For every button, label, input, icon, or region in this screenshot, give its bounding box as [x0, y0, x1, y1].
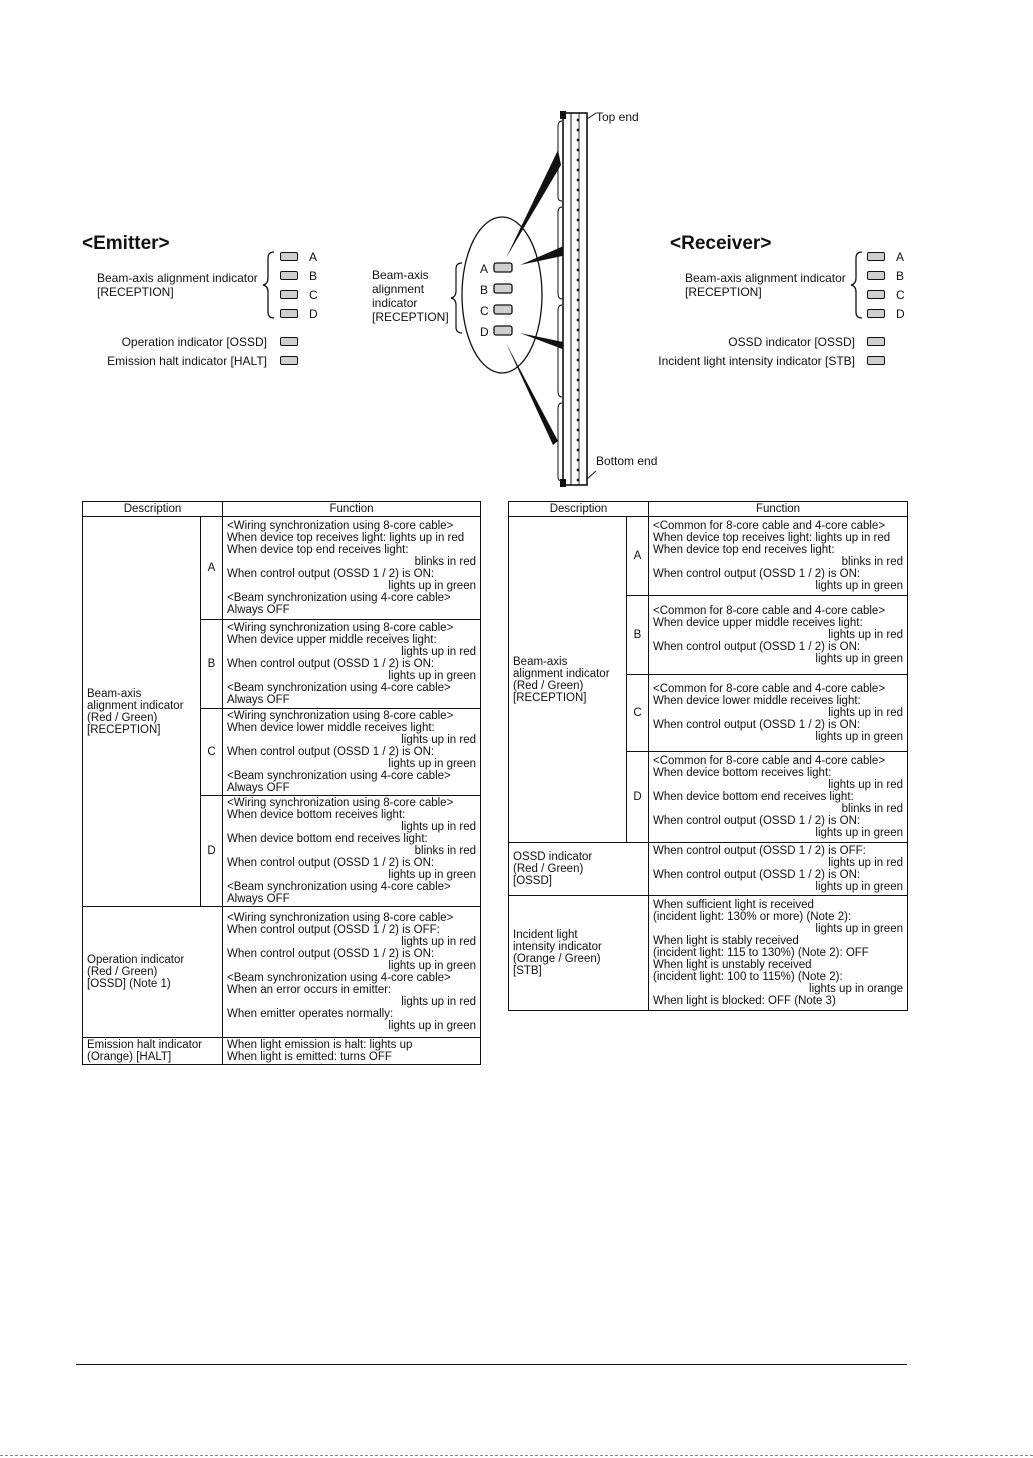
function-line: Always OFF — [227, 893, 290, 905]
function-line: When control output (OSSD 1 / 2) is ON: — [653, 568, 861, 580]
receiver-letter-b: B — [896, 269, 905, 283]
emitter-letter-b: B — [309, 269, 318, 283]
row-letter: C — [627, 675, 649, 752]
device-letter-c: C — [480, 304, 489, 318]
function-line: When device upper middle receives light: — [227, 634, 437, 646]
emitter-halt-label: Emission halt indicator [HALT] — [107, 354, 267, 368]
table-row — [83, 907, 481, 1038]
row-letter: C — [201, 709, 223, 796]
receiver-beam-label: Beam-axis alignment indicator [RECEPTION] — [685, 271, 846, 299]
function-line: lights up in green — [815, 923, 903, 935]
function-cell — [223, 620, 481, 709]
function-line: When emitter operates normally: — [227, 1008, 394, 1020]
function-cell — [223, 709, 481, 796]
function-line: <Beam synchronization using 4-core cable> — [227, 682, 451, 694]
header-description: Description — [83, 502, 223, 517]
receiver-led-c — [867, 290, 885, 299]
emitter-brace-icon — [262, 250, 276, 320]
function-line: <Beam synchronization using 4-core cable> — [227, 592, 451, 604]
receiver-ossd-desc: OSSD indicator (Red / Green) [OSSD] — [509, 843, 649, 896]
table-row — [509, 843, 908, 896]
table-row — [83, 517, 481, 620]
function-line: When light is blocked: OFF (Note 3) — [653, 995, 836, 1007]
row-letter: B — [201, 620, 223, 709]
function-line: When device top receives light: lights up in red — [653, 532, 891, 544]
function-line: When control output (OSSD 1 / 2) is ON: — [227, 857, 435, 869]
row-letter: A — [201, 517, 223, 620]
table-row — [509, 896, 908, 1011]
receiver-led-b — [867, 271, 885, 280]
function-line: lights up in green — [815, 827, 903, 839]
function-cell — [223, 907, 481, 1038]
function-line: <Wiring synchronization using 8-core cable> — [227, 622, 454, 634]
function-line: When device upper middle receives light: — [653, 617, 863, 629]
receiver-letter-d: D — [896, 307, 905, 321]
emitter-operation-label: Operation indicator [OSSD] — [121, 335, 267, 349]
function-line: <Wiring synchronization using 8-core cable> — [227, 912, 454, 924]
receiver-ossd-label: OSSD indicator [OSSD] — [728, 335, 855, 349]
receiver-stb-desc: Incident light intensity indicator (Orange / Green) [STB] — [509, 896, 649, 1011]
row-letter: D — [201, 796, 223, 907]
function-line: When control output (OSSD 1 / 2) is ON: — [653, 719, 861, 731]
function-line: lights up in red — [401, 996, 476, 1008]
function-cell — [649, 596, 908, 675]
receiver-led-a — [867, 252, 885, 261]
function-line: (incident light: 100 to 115%) (Note 2): — [653, 971, 843, 983]
receiver-led-stb — [867, 356, 885, 365]
device-diagram — [440, 105, 670, 490]
function-cell — [649, 517, 908, 596]
function-line: lights up in green — [388, 758, 476, 770]
function-cell — [223, 796, 481, 907]
emitter-letter-c: C — [309, 288, 318, 302]
receiver-letter-a: A — [896, 250, 905, 264]
function-line: <Beam synchronization using 4-core cable> — [227, 972, 451, 984]
function-line: lights up in red — [828, 857, 903, 869]
function-line: When light is stably received — [653, 935, 799, 947]
function-cell — [649, 752, 908, 843]
emitter-table — [82, 501, 481, 1065]
function-line: <Beam synchronization using 4-core cable> — [227, 770, 451, 782]
emitter-led-c — [280, 290, 298, 299]
function-line: <Common for 8-core cable and 4-core cable> — [653, 683, 886, 695]
emitter-beam-label: Beam-axis alignment indicator [RECEPTION] — [97, 271, 258, 299]
row-letter: B — [627, 596, 649, 675]
device-letter-b: B — [480, 283, 489, 297]
device-letter-a: A — [480, 262, 489, 276]
table-header-row — [509, 502, 908, 517]
device-dots — [576, 115, 580, 483]
emitter-led-b — [280, 271, 298, 280]
function-line: lights up in red — [401, 734, 476, 746]
function-line: <Beam synchronization using 4-core cable> — [227, 881, 451, 893]
receiver-table — [508, 501, 908, 1011]
function-line: When sufficient light is received — [653, 899, 814, 911]
receiver-stb-label: Incident light intensity indicator [STB] — [658, 354, 855, 368]
function-cell — [649, 675, 908, 752]
function-line: <Common for 8-core cable and 4-core cable> — [653, 605, 886, 617]
function-line: <Common for 8-core cable and 4-core cable> — [653, 520, 886, 532]
function-line: <Common for 8-core cable and 4-core cable> — [653, 755, 886, 767]
function-line: blinks in red — [414, 556, 476, 568]
function-line: <Wiring synchronization using 8-core cable> — [227, 710, 454, 722]
emitter-heading: <Emitter> — [82, 233, 170, 254]
function-line: (incident light: 115 to 130%) (Note 2): OFF — [653, 947, 869, 959]
receiver-beam-desc: Beam-axis alignment indicator (Red / Green) [RECEPTION] — [509, 517, 627, 843]
function-line: When control output (OSSD 1 / 2) is ON: — [227, 746, 435, 758]
function-line: lights up in red — [828, 629, 903, 641]
function-line: When device bottom end receives light: — [653, 791, 854, 803]
receiver-letter-c: C — [896, 288, 905, 302]
function-line: lights up in green — [388, 869, 476, 881]
table-header-row — [83, 502, 481, 517]
emitter-operation-desc: Operation indicator (Red / Green) [OSSD] (Note 1) — [83, 907, 223, 1038]
function-line: lights up in red — [401, 646, 476, 658]
table-row — [509, 517, 908, 596]
function-line: When device top receives light: lights up in red — [227, 532, 465, 544]
function-cell — [649, 843, 908, 896]
receiver-heading: <Receiver> — [670, 233, 772, 254]
function-line: When device bottom end receives light: — [227, 833, 428, 845]
function-line: When device lower middle receives light: — [227, 722, 435, 734]
function-line: Always OFF — [227, 782, 290, 794]
function-line: When device bottom receives light: — [653, 767, 832, 779]
function-line: When control output (OSSD 1 / 2) is ON: — [653, 641, 861, 653]
function-line: lights up in orange — [809, 983, 903, 995]
device-beam-label: Beam-axis alignment indicator [RECEPTION] — [372, 268, 449, 324]
function-line: lights up in green — [388, 670, 476, 682]
function-line: lights up in red — [828, 779, 903, 791]
function-line: lights up in green — [815, 731, 903, 743]
function-line: When an error occurs in emitter: — [227, 984, 392, 996]
header-function: Function — [223, 502, 481, 517]
function-line: When control output (OSSD 1 / 2) is ON: — [653, 815, 861, 827]
function-line: lights up in red — [828, 707, 903, 719]
function-line: When device bottom receives light: — [227, 809, 406, 821]
footer-rule — [76, 1364, 907, 1365]
function-line: blinks in red — [414, 845, 476, 857]
function-line: blinks in red — [841, 556, 903, 568]
row-letter: D — [627, 752, 649, 843]
function-line: When control output (OSSD 1 / 2) is ON: — [227, 568, 435, 580]
function-line: lights up in red — [401, 821, 476, 833]
function-line: When light is emitted: turns OFF — [227, 1051, 392, 1063]
function-line: lights up in green — [388, 580, 476, 592]
device-bottom-end-label: Bottom end — [596, 454, 658, 468]
function-line: When control output (OSSD 1 / 2) is ON: — [227, 658, 435, 670]
header-description: Description — [509, 502, 649, 517]
function-line: When device lower middle receives light: — [653, 695, 861, 707]
emitter-letter-a: A — [309, 250, 318, 264]
function-cell — [223, 517, 481, 620]
emitter-beam-desc: Beam-axis alignment indicator (Red / Green) [RECEPTION] — [83, 517, 201, 907]
function-line: <Wiring synchronization using 8-core cable> — [227, 520, 454, 532]
emitter-letter-d: D — [309, 307, 318, 321]
table-row — [83, 1038, 481, 1065]
emitter-led-a — [280, 252, 298, 261]
function-line: (incident light: 130% or more) (Note 2): — [653, 911, 852, 923]
function-line: lights up in green — [815, 881, 903, 893]
function-line: When control output (OSSD 1 / 2) is OFF: — [227, 924, 440, 936]
receiver-brace-icon — [850, 250, 864, 320]
function-line: When device top end receives light: — [227, 544, 409, 556]
function-line: When control output (OSSD 1 / 2) is ON: — [227, 948, 435, 960]
function-line: <Wiring synchronization using 8-core cable> — [227, 797, 454, 809]
function-line: When light is unstably received — [653, 959, 812, 971]
emitter-led-halt — [280, 356, 298, 365]
header-function: Function — [649, 502, 908, 517]
row-letter: A — [627, 517, 649, 596]
receiver-led-d — [867, 309, 885, 318]
function-line: blinks in red — [841, 803, 903, 815]
function-line: lights up in green — [388, 1020, 476, 1032]
function-cell — [649, 896, 908, 1011]
function-line: When control output (OSSD 1 / 2) is OFF: — [653, 845, 866, 857]
function-line: Always OFF — [227, 604, 290, 616]
function-line: When light emission is halt: lights up — [227, 1039, 413, 1051]
function-line: lights up in green — [388, 960, 476, 972]
function-line: lights up in green — [815, 580, 903, 592]
function-cell — [223, 1038, 481, 1065]
function-line: lights up in green — [815, 653, 903, 665]
receiver-led-ossd — [867, 337, 885, 346]
emitter-led-d — [280, 309, 298, 318]
function-line: lights up in red — [401, 936, 476, 948]
page-edge-line — [0, 1455, 1033, 1456]
emitter-halt-desc: Emission halt indicator (Orange) [HALT] — [83, 1038, 223, 1065]
function-line: When control output (OSSD 1 / 2) is ON: — [653, 869, 861, 881]
emitter-led-operation — [280, 337, 298, 346]
function-line: When device top end receives light: — [653, 544, 835, 556]
function-line: Always OFF — [227, 694, 290, 706]
device-letter-d: D — [480, 325, 489, 339]
device-top-end-label: Top end — [596, 110, 639, 124]
